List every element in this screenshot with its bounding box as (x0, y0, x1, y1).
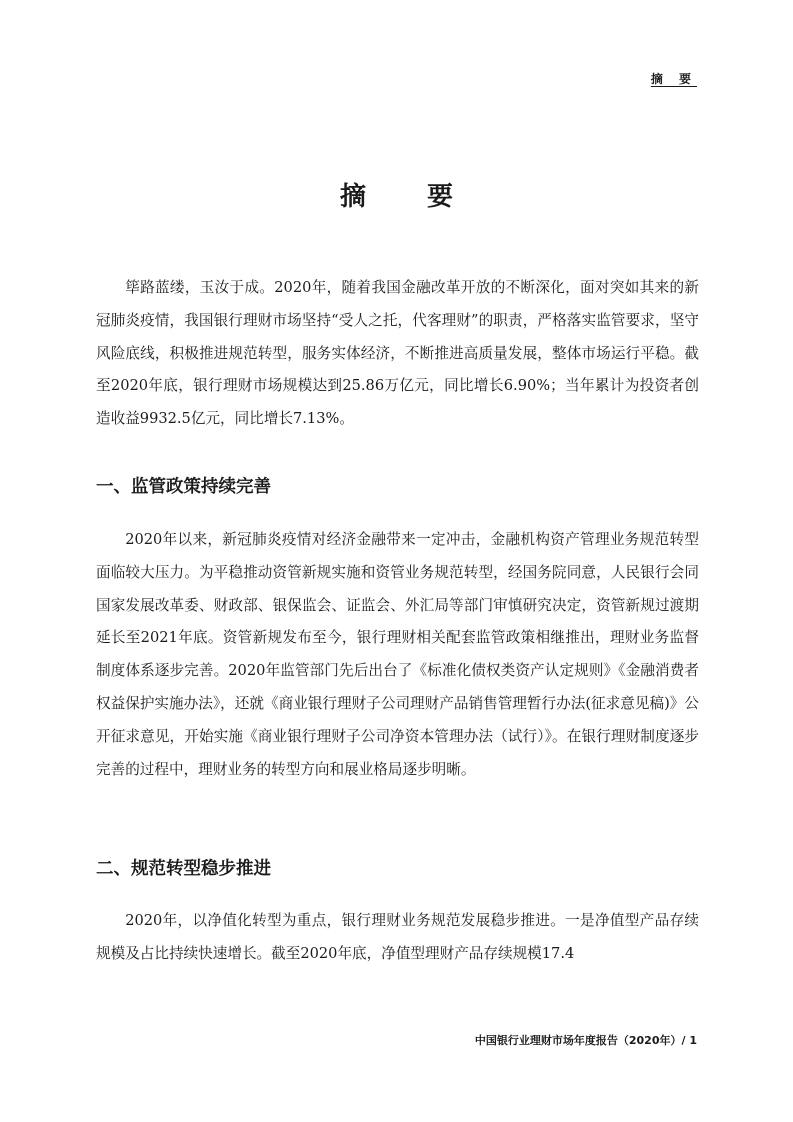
running-header: 摘 要 (650, 72, 697, 86)
section-paragraph-transformation: 2020年，以净值化转型为重点，银行理财业务规范发展稳步推进。一是净值型产品存续规模及占比持续快速增长。截至2020年底，净值型理财产品存续规模17.4 (96, 912, 699, 962)
intro-paragraph: 筚路蓝缕，玉汝于成。2020年，随着我国金融改革开放的不断深化，面对突如其来的新冠肺炎疫情，我国银行理财市场坚持“受人之托，代客理财”的职责，严格落实监管要求，坚守风险底线，积极推进规范转型，服务实体经济，不断推进高质量发展，整体市场运行平稳。截至2020年底，银行理财市场规模达到25.86万亿元，同比增长6.90%；当年累计为投资者创造收益9932.5亿元，同比增长7.13%。 (96, 279, 699, 428)
section-paragraph-regulation: 2020年以来，新冠肺炎疫情对经济金融带来一定冲击，金融机构资产管理业务规范转型面临较大压力。为平稳推动资管新规实施和资管业务规范转型，经国务院同意，人民银行会同国家发展改革委、财政部、银保监会、证监会、外汇局等部门审慎研究决定，资管新规过渡期延长至2021年底。资管新规发布至今，银行理财相关配套监管政策相继推出，理财业务监督制度体系逐步完善。2020年监管部门先后出台了《标准化债权类资产认定规则》《金融消费者权益保护实施办法》，还就《商业银行理财子公司理财产品销售管理暂行办法(征求意见稿)》公开征求意见，开始实施《商业银行理财子公司净资本管理办法（试行）》。在银行理财制度逐步完善的过程中，理财业务的转型方向和展业格局逐步明晰。 (96, 531, 699, 778)
page-footer: 中国银行业理财市场年度报告（2020年）/ 1 (474, 1034, 697, 1047)
section-heading-regulation: 一、监管政策持续完善 (96, 477, 271, 497)
section-heading-transformation: 二、规范转型稳步推进 (96, 859, 271, 879)
page-title: 摘 要 (339, 182, 480, 212)
